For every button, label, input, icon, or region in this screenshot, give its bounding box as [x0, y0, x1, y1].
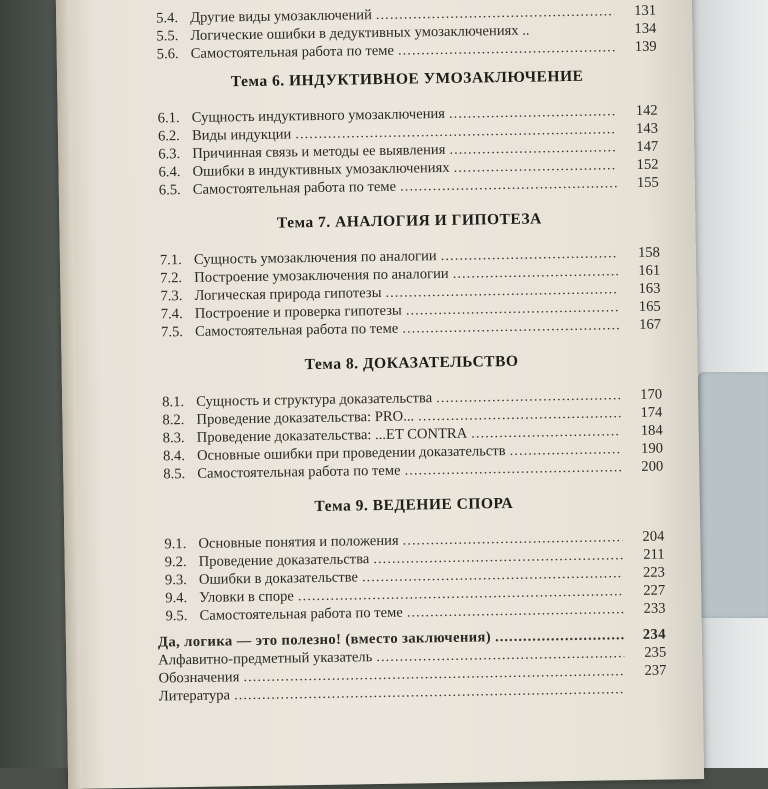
toc-title: Проведение доказательства: PRO...	[196, 408, 415, 428]
toc-number: 7.5.	[160, 324, 184, 341]
toc-number: 9.3.	[164, 572, 187, 589]
toc-number: 5.6.	[156, 46, 179, 63]
toc-page: 142	[635, 102, 658, 119]
toc-number: 6.1.	[157, 110, 180, 127]
toc-number: 9.2.	[164, 554, 187, 571]
sticker	[698, 372, 768, 618]
toc-number: 8.4.	[162, 448, 186, 465]
toc-page: 161	[638, 262, 661, 279]
toc-page: 223	[642, 564, 666, 581]
toc-title: Уловки в споре	[199, 588, 294, 606]
toc-page: 155	[636, 174, 659, 191]
topic-heading: Тема 6. ИНДУКТИВНОЕ УМОЗАКЛЮЧЕНИЕ	[230, 67, 584, 91]
toc-page: 131	[634, 2, 657, 19]
toc-page: 139	[634, 38, 657, 55]
toc-title: Да, логика — это полезно! (вместо заключения)	[157, 629, 492, 651]
toc-page: 170	[640, 386, 663, 403]
toc-title: Проведение доказательства	[198, 551, 370, 570]
toc-number: 9.1.	[164, 536, 187, 553]
toc-number: 8.2.	[162, 412, 185, 429]
leader-dots	[376, 2, 615, 24]
toc-title: Сущность индуктивного умозаключения	[191, 105, 446, 126]
toc-page: 152	[636, 156, 659, 173]
toc-number: 7.3.	[160, 288, 183, 305]
toc-page: 204	[642, 528, 665, 545]
toc-page	[629, 693, 667, 694]
toc-title: Самостоятельная работа по теме	[190, 42, 395, 62]
toc-title: Логические ошибки в дедуктивных умозаключениях ..	[190, 22, 530, 44]
toc-number: 9.4.	[165, 590, 188, 607]
toc-page: 147	[636, 138, 659, 155]
toc-title: Построение умозаключения по аналогии	[194, 265, 449, 286]
toc-page: 167	[639, 316, 662, 333]
toc-page: 200	[641, 458, 664, 475]
toc-number: 6.4.	[158, 164, 181, 181]
toc-page: 134	[634, 20, 657, 37]
toc-title: Логическая природа гипотезы	[194, 284, 382, 304]
toc-page: 184	[640, 422, 663, 439]
toc-number: 5.4.	[156, 10, 179, 27]
leader-dots	[400, 174, 617, 195]
toc-number: 6.5.	[158, 182, 181, 199]
toc-title: Самостоятельная работа по теме	[192, 178, 397, 198]
toc-number: 7.2.	[160, 270, 183, 287]
toc-page: 235	[644, 644, 667, 661]
toc-page: 158	[637, 244, 661, 261]
toc-title: Ошибки в доказательстве	[198, 569, 359, 588]
toc-page: 211	[643, 546, 665, 563]
toc-page: 237	[644, 662, 667, 679]
toc-title: Основные понятия и положения	[198, 532, 399, 552]
book-page	[56, 0, 704, 789]
toc-title: Основные ошибки при проведении доказательств	[196, 443, 506, 464]
toc-number: 9.5.	[165, 608, 188, 625]
toc-number: 8.5.	[163, 466, 186, 483]
toc-page: 234	[642, 626, 667, 643]
topic-heading: Тема 8. ДОКАЗАТЕЛЬСТВО	[304, 352, 519, 374]
table-of-contents	[156, 2, 667, 706]
toc-number: 5.5.	[156, 28, 179, 45]
toc-title: Сущность умозаключения по аналогии	[193, 248, 437, 268]
toc-title: Построение и проверка гипотезы	[194, 302, 402, 322]
toc-number: 7.1.	[159, 252, 182, 269]
toc-title: Обозначения	[158, 669, 240, 687]
leader-dots	[509, 440, 621, 460]
toc-page: 227	[643, 582, 666, 599]
toc-title: Причинная связь и методы ее выявления	[192, 141, 446, 162]
toc-title: Литература	[158, 687, 231, 705]
toc-number: 8.3.	[162, 430, 185, 447]
toc-number: 8.1.	[162, 394, 185, 411]
toc-page: 163	[638, 280, 661, 297]
toc-title: Виды индукции	[191, 126, 292, 144]
toc-title: Ошибки в индуктивных умозаключениях	[192, 159, 450, 180]
toc-title: Самостоятельная работа по теме	[194, 320, 399, 340]
toc-number: 7.4.	[160, 306, 183, 323]
leader-dots	[407, 600, 624, 621]
toc-page: 190	[640, 440, 664, 457]
toc-number: 6.2.	[157, 128, 181, 145]
toc-title: Другие виды умозаключений	[190, 7, 372, 26]
toc-page: 233	[643, 600, 666, 617]
toc-page: 165	[638, 298, 661, 315]
topic-heading: Тема 9. ВЕДЕНИЕ СПОРА	[314, 494, 514, 516]
toc-title: Самостоятельная работа по теме	[197, 462, 401, 482]
leader-dots	[471, 422, 621, 442]
toc-number: 6.3.	[158, 146, 181, 163]
toc-title: Алфавитно-предметный указатель	[158, 649, 373, 669]
leader-dots	[404, 458, 621, 479]
toc-page: 143	[635, 120, 659, 137]
leader-dots	[402, 316, 619, 337]
toc-page: 174	[640, 404, 663, 421]
topic-heading: Тема 7. АНАЛОГИЯ И ГИПОТЕЗА	[276, 210, 542, 232]
leader-dots	[495, 626, 624, 646]
toc-title: Самостоятельная работа по теме	[199, 604, 403, 624]
toc-title: Сущность и структура доказательства	[196, 390, 433, 410]
toc-title: Проведение доказательства: ...ET CONTRA	[196, 425, 468, 446]
